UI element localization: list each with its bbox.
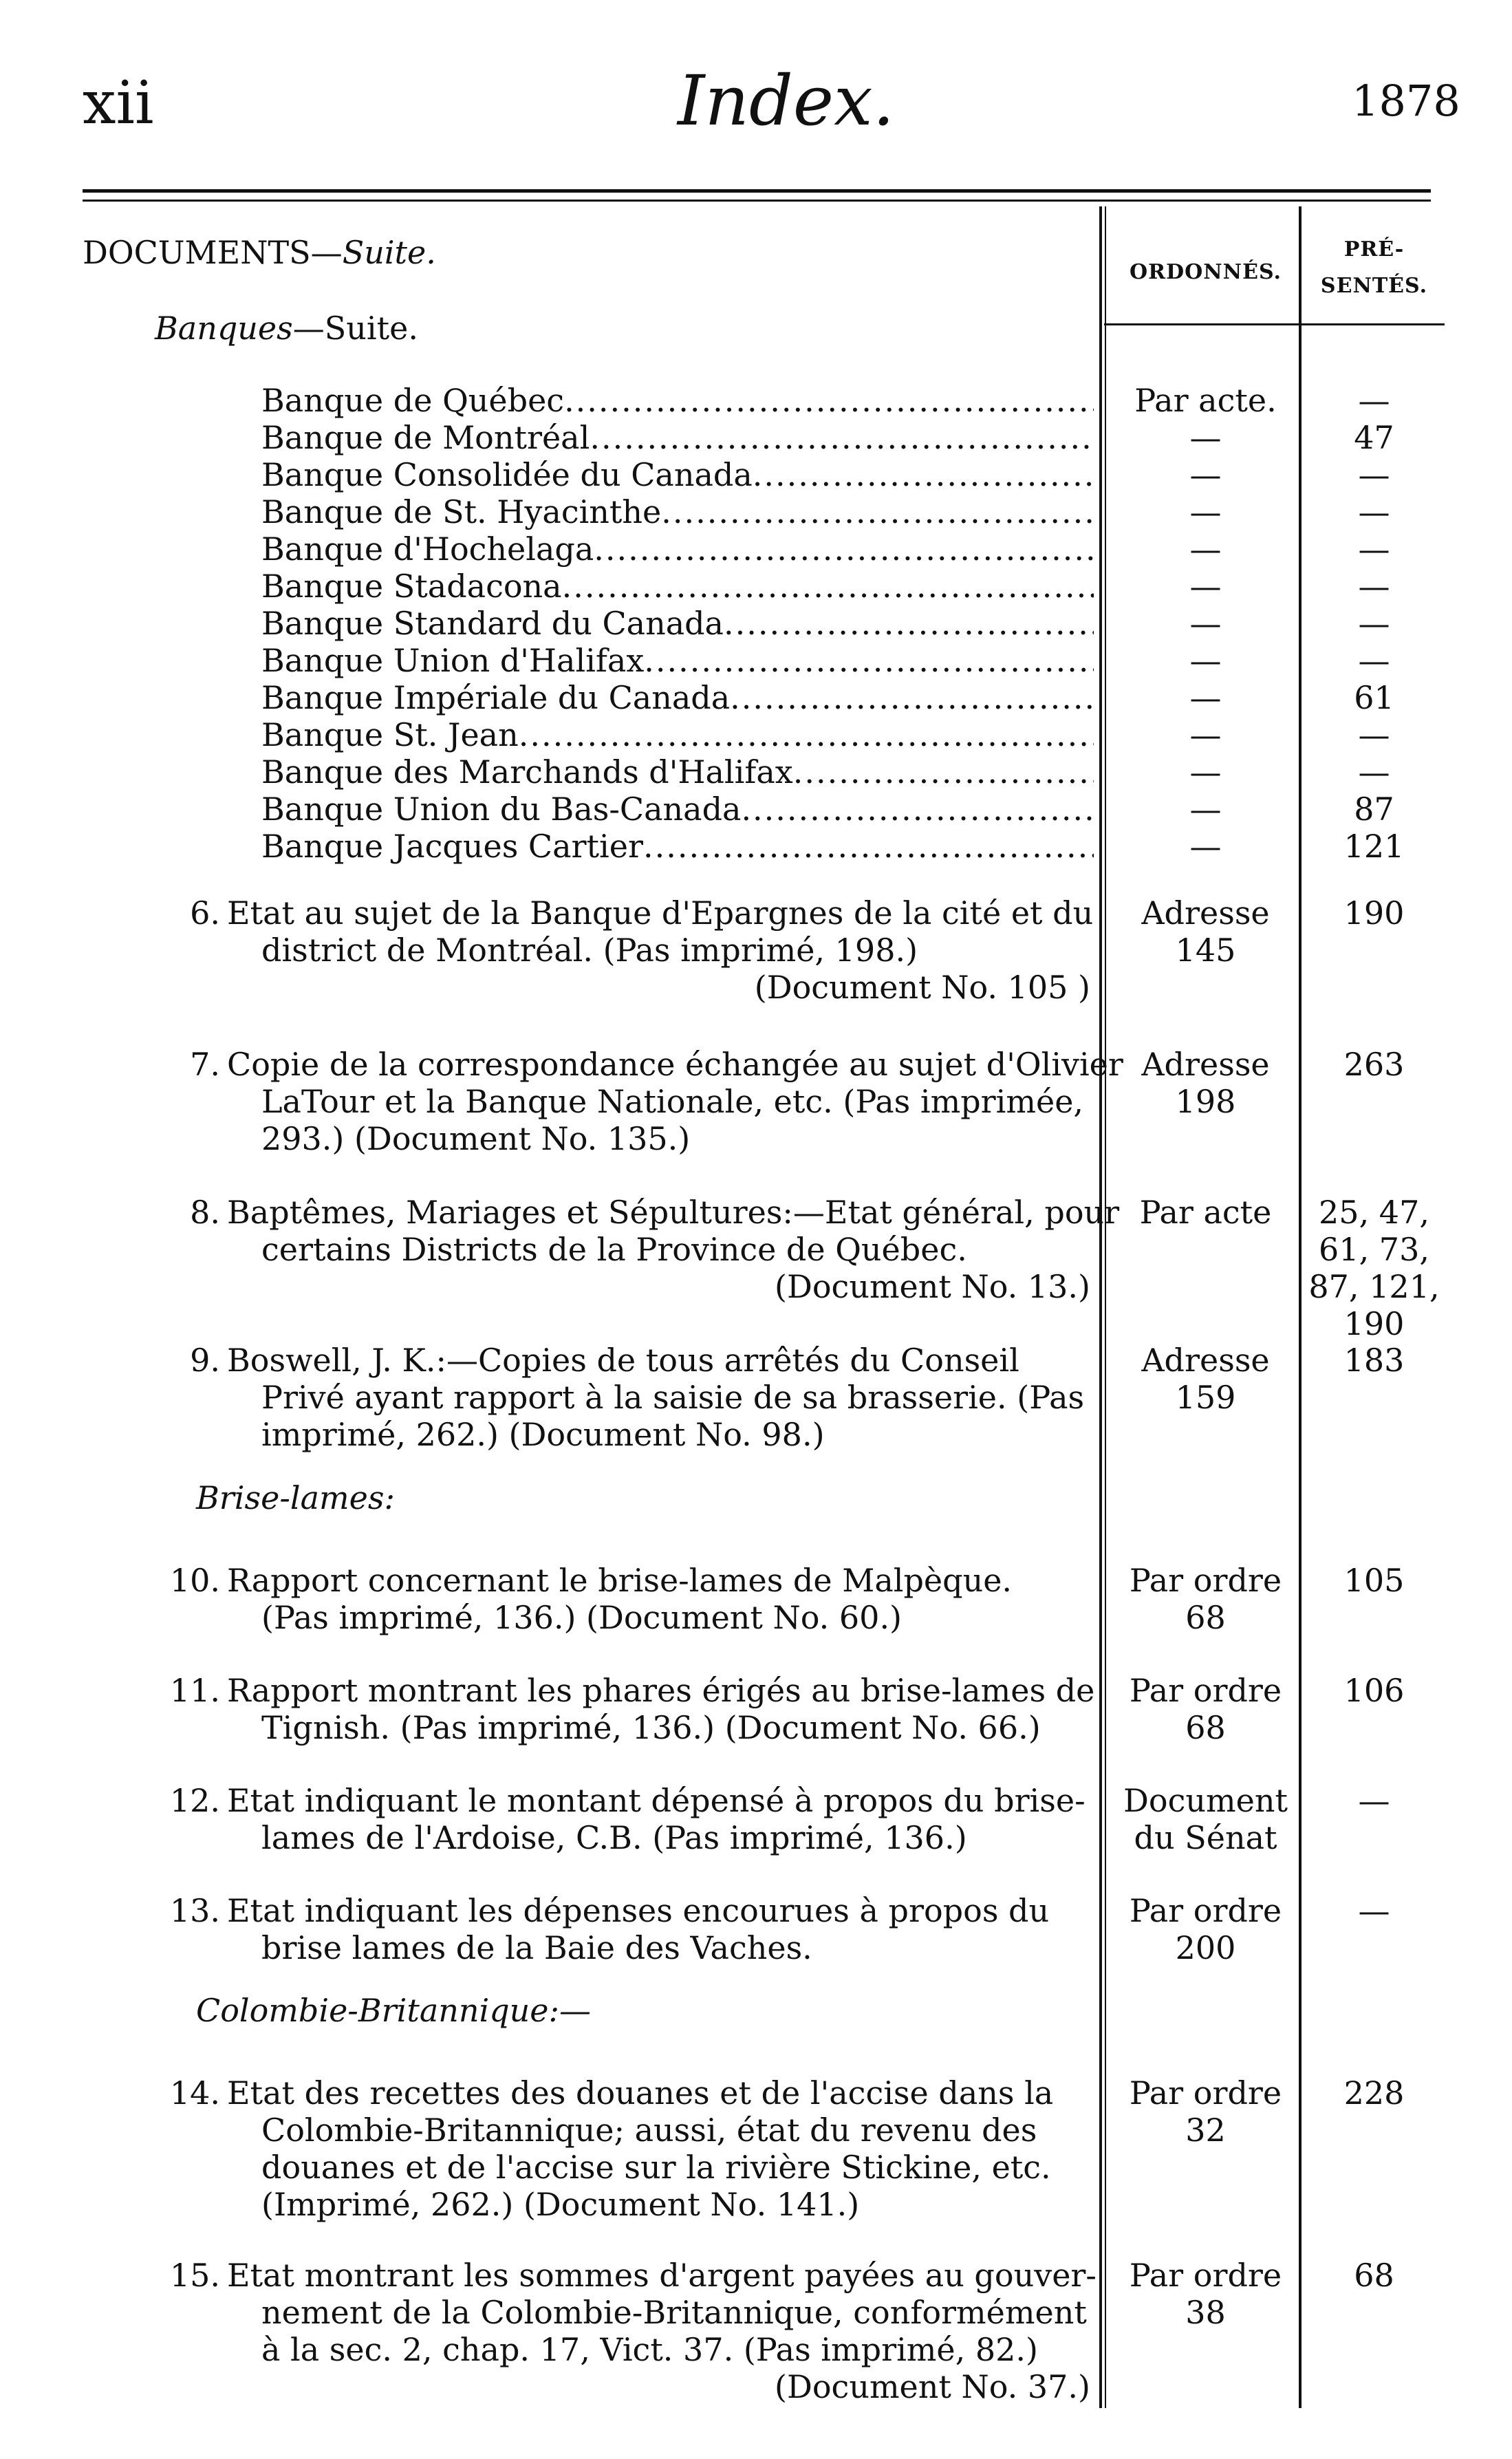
entry-presentes: 183 (1343, 1342, 1405, 1379)
column-divider-2 (1299, 206, 1302, 2408)
subhead-brise-lames: Brise-lames: (196, 1479, 395, 1516)
bank-presentes: — (1358, 382, 1390, 419)
leader-dots (730, 679, 1094, 716)
entry-line: à la sec. 2, chap. 17, Vict. 37. (Pas imprimé, 82.) (261, 2331, 1038, 2368)
entry-number: 15. (169, 2257, 220, 2294)
entry-number: 13. (169, 1892, 220, 1929)
entry-text (227, 2257, 1097, 2405)
bank-row (261, 642, 1094, 679)
bank-row (261, 605, 1094, 642)
header-rule-2 (83, 200, 1431, 202)
entry-text (227, 1892, 1090, 1966)
bank-row (261, 456, 1094, 493)
entry-text (227, 1562, 1090, 1636)
leader-dots (519, 716, 1094, 753)
bank-ordonnes: — (1189, 493, 1222, 530)
entry-ordonnes: 68 (1185, 1599, 1226, 1636)
bank-name: Banque Impériale du Canada (261, 679, 731, 716)
bank-name: Banque Union du Bas-Canada (261, 791, 742, 828)
page-year: 1878 (1352, 76, 1460, 126)
entry-line: brise lames de la Baie des Vaches. (261, 1929, 812, 1966)
leader-dots (643, 828, 1094, 865)
entry-number: 7. (190, 1046, 220, 1083)
bank-ordonnes: — (1189, 605, 1222, 642)
bank-row (261, 493, 1094, 530)
entry-ordonnes: 200 (1175, 1929, 1236, 1966)
column-header-presentes-2: SENTÉS. (1320, 274, 1428, 298)
bank-ordonnes: Par acte. (1134, 382, 1277, 419)
entry-line: (Imprimé, 262.) (Document No. 141.) (261, 2186, 860, 2223)
bank-row (261, 419, 1094, 456)
entry-ordonnes: 145 (1175, 932, 1236, 969)
bank-ordonnes: — (1189, 530, 1222, 568)
entry-presentes: 25, 47, (1319, 1194, 1429, 1231)
entry-ordonnes: 159 (1175, 1379, 1236, 1416)
entry-line: lames de l'Ardoise, C.B. (Pas imprimé, 136.) (261, 1819, 967, 1856)
column-divider-1 (1099, 206, 1102, 2408)
entry-text (227, 1342, 1090, 1453)
bank-name: Banque Union d'Halifax (261, 642, 645, 679)
leader-dots (562, 568, 1094, 605)
leader-dots (793, 753, 1094, 791)
entry-number: 9. (190, 1342, 220, 1379)
entry-line: 293.) (Document No. 135.) (261, 1120, 691, 1157)
entry-number: 12. (169, 1782, 220, 1819)
entry-ordonnes: 68 (1185, 1709, 1226, 1746)
bank-name: Banque Standard du Canada (261, 605, 724, 642)
bank-row (261, 716, 1094, 753)
entry-line: Privé ayant rapport à la saisie de sa brasserie. (Pas (261, 1379, 1085, 1416)
entry-line: LaTour et la Banque Nationale, etc. (Pas imprimée, (261, 1083, 1084, 1120)
bank-presentes: 47 (1354, 419, 1394, 456)
leader-dots (590, 419, 1094, 456)
entry-presentes: 61, 73, (1319, 1231, 1429, 1268)
entry-number: 8. (190, 1194, 220, 1231)
entry-line: Etat montrant les sommes d'argent payées au gouver- (227, 2257, 1097, 2294)
entry-text (227, 1194, 1120, 1305)
entry-presentes: 228 (1343, 2074, 1405, 2112)
entry-ordonnes: Par acte (1139, 1194, 1272, 1231)
bank-ordonnes: — (1189, 679, 1222, 716)
entry-presentes: — (1358, 1782, 1390, 1819)
bank-presentes: — (1358, 456, 1390, 493)
entry-number: 14. (169, 2074, 220, 2112)
bank-ordonnes: — (1189, 568, 1222, 605)
entry-line: Baptêmes, Mariages et Sépultures:—Etat général, pour (227, 1194, 1120, 1231)
column-header-ordonnes: ORDONNÉS. (1130, 260, 1282, 284)
bank-ordonnes: — (1189, 642, 1222, 679)
entry-number: 10. (169, 1562, 220, 1599)
entry-line: certains Districts de la Province de Québec. (261, 1231, 967, 1268)
bank-name: Banque des Marchands d'Halifax (261, 753, 793, 791)
bank-row (261, 568, 1094, 605)
entry-text (227, 1672, 1095, 1746)
entry-presentes: 190 (1343, 1305, 1405, 1342)
entry-number: 6. (190, 894, 220, 932)
bank-ordonnes: — (1189, 791, 1222, 828)
leader-dots (594, 530, 1094, 568)
entry-line: Copie de la correspondance échangée au sujet d'Olivier (227, 1046, 1123, 1083)
entry-line: (Document No. 13.) (775, 1268, 1090, 1305)
bank-row (261, 679, 1094, 716)
entry-ordonnes: Par ordre (1129, 1672, 1282, 1709)
bank-name: Banque Jacques Cartier (261, 828, 643, 865)
bank-row (261, 828, 1094, 865)
bank-name: Banque de St. Hyacinthe (261, 493, 662, 530)
entry-ordonnes: 38 (1185, 2294, 1226, 2331)
bank-ordonnes: — (1189, 456, 1222, 493)
column-header-presentes-1: PRÉ- (1343, 237, 1405, 261)
entry-line: (Pas imprimé, 136.) (Document No. 60.) (261, 1599, 903, 1636)
entry-ordonnes: Adresse (1141, 1342, 1270, 1379)
leader-dots (661, 493, 1094, 530)
entry-text (227, 894, 1094, 1006)
bank-name: Banque St. Jean (261, 716, 519, 753)
entry-presentes: 105 (1343, 1562, 1405, 1599)
entry-line: Tignish. (Pas imprimé, 136.) (Document No. 66.) (261, 1709, 1041, 1746)
entry-ordonnes: Document (1123, 1782, 1288, 1819)
entry-text (227, 1046, 1123, 1157)
entry-text (227, 1782, 1090, 1856)
subhead-colombie: Colombie-Britannique:— (196, 1992, 592, 2029)
entry-line: nement de la Colombie-Britannique, conformément (261, 2294, 1087, 2331)
entry-line: Rapport montrant les phares érigés au brise-lames de (227, 1672, 1095, 1709)
entry-line: Etat indiquant les dépenses encourues à propos du (227, 1892, 1050, 1929)
page-number: xii (83, 69, 154, 138)
entry-line: Rapport concernant le brise-lames de Malpèque. (227, 1562, 1013, 1599)
bank-presentes: — (1358, 493, 1390, 530)
bank-name: Banque de Québec (261, 382, 565, 419)
bank-ordonnes: — (1189, 716, 1222, 753)
subsection-title: Banques—Suite. (155, 310, 418, 347)
entry-line: Boswell, J. K.:—Copies de tous arrêtés du Conseil (227, 1342, 1019, 1379)
entry-number: 11. (169, 1672, 220, 1709)
leader-dots (724, 605, 1094, 642)
entry-ordonnes: Par ordre (1129, 1562, 1282, 1599)
bank-name: Banque de Montréal (261, 419, 590, 456)
bank-ordonnes: — (1189, 753, 1222, 791)
entry-line: (Document No. 37.) (775, 2368, 1090, 2405)
bank-name: Banque Stadacona (261, 568, 562, 605)
entry-ordonnes: 198 (1175, 1083, 1236, 1120)
bank-presentes: — (1358, 530, 1390, 568)
entry-ordonnes: 32 (1185, 2112, 1226, 2149)
entry-line: Etat au sujet de la Banque d'Epargnes de la cité et du (227, 894, 1094, 932)
entry-presentes: 263 (1343, 1046, 1405, 1083)
bank-ordonnes: — (1189, 828, 1222, 865)
entry-ordonnes: Par ordre (1129, 2257, 1282, 2294)
entry-line: Etat indiquant le montant dépensé à propos du brise- (227, 1782, 1086, 1819)
section-title: DOCUMENTS—Suite. (83, 234, 436, 271)
bank-presentes: — (1358, 605, 1390, 642)
bank-presentes: — (1358, 716, 1390, 753)
entry-line: Etat des recettes des douanes et de l'accise dans la (227, 2074, 1054, 2112)
entry-presentes: — (1358, 1892, 1390, 1929)
entry-line: Colombie-Britannique; aussi, état du revenu des (261, 2112, 1037, 2149)
column-divider-1b (1105, 206, 1106, 2408)
entry-text (227, 2074, 1090, 2223)
bank-row (261, 753, 1094, 791)
entry-line: (Document No. 105 ) (754, 969, 1090, 1006)
bank-name: Banque Consolidée du Canada (261, 456, 753, 493)
leader-dots (741, 791, 1094, 828)
bank-ordonnes: — (1189, 419, 1222, 456)
bank-name: Banque d'Hochelaga (261, 530, 594, 568)
leader-dots (564, 382, 1094, 419)
leader-dots (753, 456, 1094, 493)
entry-ordonnes: du Sénat (1134, 1819, 1277, 1856)
entry-presentes: 190 (1343, 894, 1405, 932)
entry-line: imprimé, 262.) (Document No. 98.) (261, 1416, 825, 1453)
bank-presentes: — (1358, 642, 1390, 679)
entry-ordonnes: Par ordre (1129, 1892, 1282, 1929)
column-header-rule (1104, 323, 1445, 325)
bank-presentes: 121 (1343, 828, 1405, 865)
bank-presentes: 87 (1354, 791, 1394, 828)
bank-presentes: 61 (1354, 679, 1394, 716)
bank-presentes: — (1358, 568, 1390, 605)
bank-presentes: — (1358, 753, 1390, 791)
entry-presentes: 68 (1354, 2257, 1394, 2294)
entry-presentes: 87, 121, (1308, 1268, 1440, 1305)
bank-row (261, 382, 1094, 419)
page-title: Index. (678, 61, 895, 141)
entry-presentes: 106 (1343, 1672, 1405, 1709)
entry-ordonnes: Adresse (1141, 894, 1270, 932)
leader-dots (644, 642, 1094, 679)
entry-line: district de Montréal. (Pas imprimé, 198.) (261, 932, 918, 969)
bank-row (261, 791, 1094, 828)
header-rule (83, 189, 1431, 193)
entry-ordonnes: Adresse (1141, 1046, 1270, 1083)
entry-ordonnes: Par ordre (1129, 2074, 1282, 2112)
entry-line: douanes et de l'accise sur la rivière Stickine, etc. (261, 2149, 1051, 2186)
bank-row (261, 530, 1094, 568)
